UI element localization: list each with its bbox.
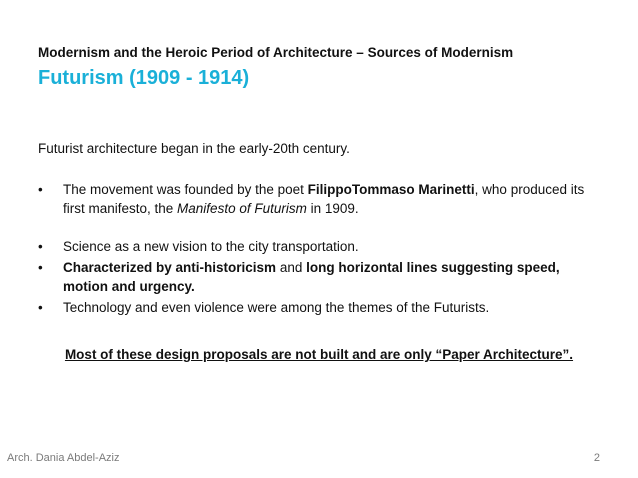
bullet-list: [38, 180, 598, 319]
bullet-text: The movement was founded by the poet: [63, 182, 308, 197]
bullet-dot: •: [38, 182, 43, 197]
page-number: 2: [593, 452, 600, 464]
bullet-italic-text: Manifesto of Futurism: [177, 201, 307, 216]
slide-title: Futurism (1909 - 1914): [38, 67, 250, 89]
bullet-item: [38, 237, 598, 256]
bullet-item: [38, 298, 598, 317]
bullet-text: Technology and even violence were among the themes of the Futurists.: [63, 300, 490, 315]
paper-architecture-note: Most of these design proposals are not built and are only “Paper Architecture”.: [64, 347, 574, 362]
bullet-text: and: [276, 260, 307, 275]
bullet-bold-text: Characterized by anti-historicism: [63, 260, 277, 275]
bullet-dot: •: [38, 239, 43, 254]
bullet-bold-text: long horizontal lines suggesting speed, motion and urgency.: [63, 260, 560, 294]
bullet-item: [38, 258, 598, 296]
bullet-item: [38, 180, 598, 218]
bullet-text: in 1909.: [306, 201, 359, 216]
footer-author: Arch. Dania Abdel-Aziz: [7, 452, 120, 464]
bullet-dot: •: [38, 300, 43, 315]
bullet-text: , who produced its first manifesto, the: [63, 182, 585, 216]
bullet-bold-text: FilippoTommaso Marinetti: [307, 182, 475, 197]
slide-supertitle: Modernism and the Heroic Period of Architecture – Sources of Modernism: [38, 45, 514, 60]
intro-text: Futurist architecture began in the early-20th century.: [38, 141, 350, 156]
bullet-dot: •: [38, 260, 43, 275]
bullet-text: Science as a new vision to the city transportation.: [63, 239, 359, 254]
